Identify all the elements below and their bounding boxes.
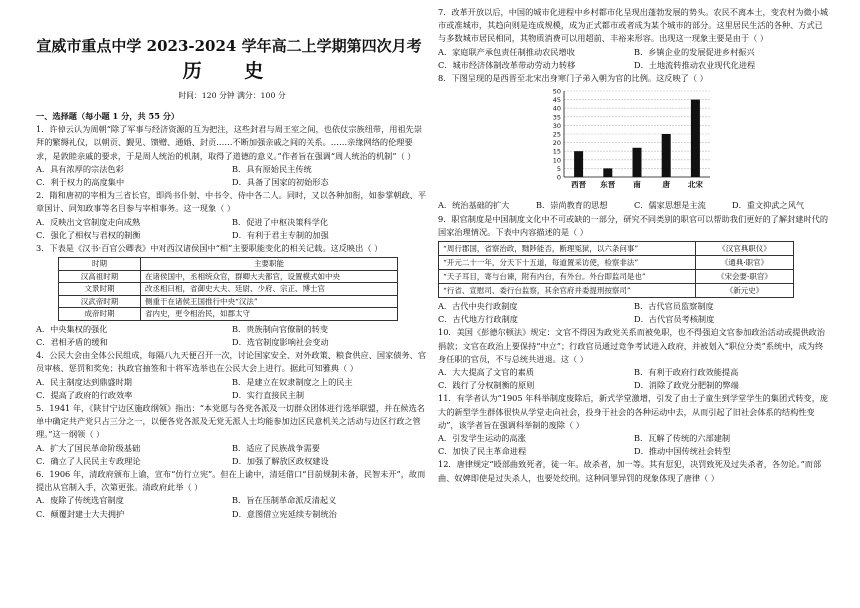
question-6 [36, 468, 428, 521]
option-a: A．反映出文官制度走向成熟 [36, 216, 141, 227]
table-cell: “周行郡国，省察治政，黜陟能否，断理冤狱，以六条问事” [439, 242, 696, 256]
option-a: A．中央集权的强化 [36, 323, 108, 334]
y-tick-label: 45 [552, 96, 561, 105]
options [438, 199, 830, 212]
table-cell: 改丞相曰相，省御史大夫、廷尉、少府、宗正、博士官 [141, 283, 398, 296]
option-b: B．有利于政府行政效能提高 [634, 367, 739, 378]
bar [633, 148, 642, 177]
table-row [59, 270, 398, 283]
option-b: B．具有原始民主传统 [232, 163, 312, 174]
y-tick-label: 35 [552, 113, 561, 122]
option-c: C．古代地方行政制度 [438, 314, 518, 325]
question-stem: 3．下表是《汉书·百官公卿表》中对西汉诸侯国中“相”主要职能变化的相关记载。这反映出（ ） [36, 243, 383, 254]
question-stem: 11．有学者认为“1905 年科举制度废除后，新式学堂激增，引发了由士子童生到学堂学生的集团式转变，庞大的新型学生群体很快从学堂走向社会，投身于社会的各种运动中去，从而引起了旧社会体系的结构性变动”，该学者旨在强调科举制的废除（ ） [438, 393, 829, 430]
option-d: D．意图借立宪延续专制统治 [232, 508, 337, 519]
question-stem: 5．1941 年，《陕甘宁边区施政纲领》指出：“本党愿与各党各派及一切群众团体进行选举联盟，并在候选名单中确定共产党只占三分之一，以便各党各派及无党无派人士均能参加边区民意机关之活动与边区行政之管理。”这一纲领（ ） [36, 402, 425, 440]
option-d: D．具备了国家的初始形态 [232, 177, 329, 188]
table-row [59, 283, 398, 296]
table-cell: 《新元史》 [696, 284, 794, 298]
options [438, 300, 830, 326]
question-3 [36, 242, 428, 349]
option-a: A．废除了传统选官制度 [36, 495, 124, 506]
option-b: B．崇尚教育的思想 [536, 200, 608, 211]
section-heading: 一、选择题（每小题 1 分，共 55 分） [36, 111, 180, 121]
option-a: A．统治基础的扩大 [438, 200, 510, 211]
left-column [36, 36, 428, 521]
table-cell: 《宋会要·职官》 [696, 270, 794, 284]
option-c: C．城市经济体制改革带动劳动力转移 [438, 59, 576, 70]
table-cell: 侧重于在诸侯王国推行中央“汉法” [141, 295, 398, 308]
options [36, 494, 428, 520]
table-cell: “行省、宣慰司、委行台监察，其余官府并委提刑按察司” [439, 284, 696, 298]
option-b: B．贵族制向官僚制的转变 [232, 323, 329, 334]
option-d: D．推动中国传统社会转型 [634, 446, 731, 457]
options [36, 442, 428, 468]
bar [574, 151, 583, 177]
bar [691, 100, 700, 177]
x-tick-label: 南 [633, 180, 641, 190]
option-a: A．古代中央行政制度 [438, 301, 518, 312]
question-stem: 10．美国《彭德尔顿法》规定：文官不得因为政党关系而被免职，也不得强迫文官参加政治活动或提供政治捐款；文官在政治上要保持“中立”；行政官员通过竞争考试进入政府，并被划入“职位分类”系统中，成为终身任职的官员，不与总统共进退。这（ ） [438, 327, 826, 364]
bar-chart-svg [542, 87, 718, 193]
question-stem: 4．公民大会由全体公民组成，每隔八九天便召开一次，讨论国家安全、对外政策、粮食供应、国家债务、官员审核、惩罚和奖免；执政官抽签和十将军选举也在公民大会上进行。据此可知雅典（ ） [36, 350, 427, 374]
q9-table [438, 241, 794, 298]
q3-table [58, 257, 398, 321]
table-header: 主要职能 [141, 258, 398, 271]
table-cell: 在诸侯国中，丞相统众官，群卿大夫都官，设置模式如中央 [141, 270, 398, 283]
option-d: D．加强了解放区政权建设 [232, 455, 329, 466]
question-stem: 8．下图呈现的是西晋至北宋出身寒门子弟入朝为官的比例。这反映了（ ） [438, 73, 708, 84]
option-b: B．旨在压制革命派反清起义 [232, 495, 337, 506]
option-d: D．消除了政党分肥制的弊端 [634, 380, 739, 391]
question-stem: 12．唐律规定“殴部曲致死者，徒一年。故杀者，加一等。其有愆犯，决罚致死及过失杀者，各勿论。”而部曲、奴婢即使是过失杀人，也要处绞刑。这种同罪异罚的现象体现了唐律（ ） [438, 459, 822, 483]
exam-title: 宣威市重点中学 2023-2024 学年高二上学期第四次月考 [36, 37, 422, 55]
option-c: C．践行了分权制衡的原则 [438, 380, 535, 391]
question-10 [438, 326, 830, 392]
option-b: B．古代官员监察制度 [634, 301, 714, 312]
y-tick-label: 5 [556, 165, 561, 174]
option-c: C．儒家思想是主流 [634, 200, 706, 211]
options [36, 323, 428, 349]
y-tick-label: 20 [552, 139, 561, 148]
question-stem: 1．许倬云认为周朝“除了军事与经济资源的互为把注，这些封君与周王室之间，也依仗宗族纽带，用祖先崇拜的繁缛礼仪，以朝贡、觐见、馈赠、通婚、封贡……不断加强亲戚之间的关系。……亲缘网络的伦理要求，是敦睦亲戚的要求，于是周人统治的机制，取得了道德的意义。”作者旨在强调“周人统治的机制”（ ） [36, 124, 423, 161]
table-cell: 汉高祖时期 [59, 270, 141, 283]
table-cell: 文景时期 [59, 283, 141, 296]
question-9 [438, 213, 830, 327]
question-stem: 2．隋和唐初的宰相为三省长官，即尚书仆射、中书令、侍中各二人。同时，又以各种加衔，如参掌朝政、平章国计、同知政事等名目参与宰相事务。这一现象（ ） [36, 190, 427, 214]
option-d: D．选官制度影响社会变动 [232, 336, 329, 347]
y-tick-label: 50 [552, 87, 561, 96]
options [36, 163, 428, 189]
x-tick-label: 东晋 [600, 180, 616, 190]
options [36, 216, 428, 242]
y-tick-label: 40 [552, 104, 561, 113]
option-a: A．家庭联产承包责任制推动农民增收 [438, 46, 575, 57]
table-row [59, 308, 398, 321]
option-b: B．是建立在奴隶制度之上的民主 [232, 376, 353, 387]
option-d: D．实行直接民主制 [232, 389, 305, 400]
y-tick-label: 15 [552, 147, 561, 156]
question-stem: 6．1906 年，清政府颁布上谕，宣布“仿行立宪”。但在上谕中，清廷借口“目前规制未备，民智未开”，故而提出从官制入手，次第更张。清政府此举（ ） [36, 468, 426, 493]
y-tick-label: 25 [552, 130, 561, 139]
question-8 [438, 72, 830, 213]
subject-title: 历 史 [182, 60, 282, 82]
question-2 [36, 189, 428, 242]
question-11 [438, 392, 830, 458]
question-1 [36, 123, 428, 189]
table-header: 时期 [59, 258, 141, 271]
option-a: A．大大提高了文官的素质 [438, 367, 534, 378]
option-c: C．加快了民主革命进程 [438, 446, 527, 457]
options [438, 46, 830, 72]
table-row [439, 256, 794, 270]
table-cell: 《通典·职官》 [696, 256, 794, 270]
question-5 [36, 402, 428, 468]
y-tick-label: 0 [556, 173, 561, 182]
y-tick-label: 10 [552, 156, 561, 165]
right-column [438, 6, 830, 485]
options [438, 366, 830, 392]
bar-chart [542, 87, 830, 197]
table-cell: 汉武帝时期 [59, 295, 141, 308]
table-cell: “天子耳目，寄与台谏，附有内台，有外台。外台即监司是也” [439, 270, 696, 284]
table-row [439, 284, 794, 298]
question-stem: 7．改革开放以后，中国的城市化进程中乡村都市化呈现出蓬勃发展的势头。农民不离本土，变农村为微小城市或准城市，其趋向则是连成规模，成为正式都市或者成为某个城市的部分。这里居民生活的各种、方式已与多数城市居民相同，其物质消费可以用超前、丰裕来形容。出现这一现象主要是由于（ ） [438, 7, 829, 44]
option-c: C．强化了相权与君权的制衡 [36, 229, 141, 240]
option-b: B．促进了中枢决策科学化 [232, 216, 329, 227]
table-row [439, 242, 794, 256]
option-a: A．扩大了国民革命阶级基础 [36, 442, 141, 453]
option-c: C．君相矛盾的缓和 [36, 336, 108, 347]
option-b: B．适应了民族战争需要 [232, 442, 320, 453]
option-c: C．利于权力的高度集中 [36, 177, 125, 188]
option-d: D．重文抑武之风气 [732, 200, 805, 211]
option-a: A．具有浓厚的宗法色彩 [36, 163, 124, 174]
options [36, 376, 428, 402]
question-12 [438, 458, 830, 484]
table-cell: 成帝时期 [59, 308, 141, 321]
table-cell: 省内史，更令相治民，如郡太守 [141, 308, 398, 321]
option-c: C．颠覆封建士大夫拥护 [36, 508, 125, 519]
option-a: A．民主制度达到鼎盛时期 [36, 376, 132, 387]
table-cell: “开元二十一年，分天下十五道，每道置采访使，检察非法” [439, 256, 696, 270]
option-a: A．引发学生运动的高涨 [438, 433, 526, 444]
table-row [439, 270, 794, 284]
exam-meta: 时间：120 分钟 满分：100 分 [178, 91, 286, 100]
option-c: C．提高了政府的行政效率 [36, 389, 133, 400]
question-4 [36, 349, 428, 402]
table-row [59, 295, 398, 308]
options [438, 432, 830, 458]
x-tick-label: 北宋 [687, 180, 703, 190]
table-cell: 《汉官典职仪》 [696, 242, 794, 256]
bar [662, 134, 671, 177]
question-7 [438, 6, 830, 72]
x-tick-label: 唐 [662, 180, 670, 190]
y-tick-label: 30 [552, 122, 561, 131]
question-stem: 9．职官制度是中国制度文化中不可或缺的一部分，研究不同类别的职官可以帮助我们更好的了解封建时代的国家治理情况。下表中内容描述的是（ ） [438, 213, 829, 237]
x-tick-label: 西晋 [571, 180, 587, 190]
bar [603, 169, 612, 178]
option-d: D．有利于君主专制的加强 [232, 229, 329, 240]
option-b: B．乡镇企业的发展促进乡村振兴 [634, 46, 755, 57]
option-d: D．土地流转推动农业现代化进程 [634, 59, 756, 70]
option-b: B．瓦解了传统的六部建制 [634, 433, 731, 444]
option-c: C．确立了人民民主专政理论 [36, 455, 141, 466]
option-d: D．古代官员考核制度 [634, 314, 715, 325]
